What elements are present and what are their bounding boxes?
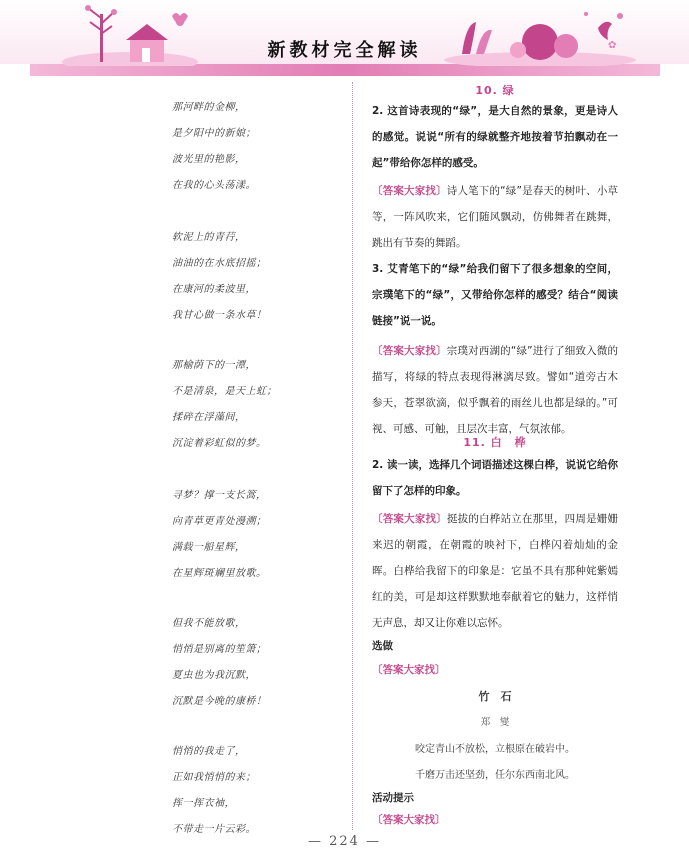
- poem-line: 软泥上的青荇，: [172, 232, 246, 243]
- page-number: — 224 —: [307, 834, 382, 849]
- poem-line: 向青草更青处漫溯；: [172, 516, 267, 527]
- answer-text: 挺拔的白桦站立在那里，四周是姗姗来迟的朝霞，在朝霞的映衬下，白桦闪着灿灿的金晖。白桦给我留下的印象是：它虽不具有那种姹紫嫣红的美，可是却这样默默地奉献着它的魅力，这样悄无声息，却又让你难以忘怀。: [372, 513, 618, 629]
- poem-line: 寻梦？撑一支长篙，: [172, 490, 267, 501]
- answer-10-3: [372, 338, 618, 442]
- poem-line: 咬定青山不放松，立根原在破岩中。: [415, 744, 575, 755]
- answer-tag: 〔答案大家找〕: [372, 185, 447, 197]
- poem-title: 竹 石: [478, 690, 512, 703]
- answer-tag: 〔答案大家找〕: [372, 345, 447, 357]
- poem-line: 千磨万击还坚劲，任尔东西南北风。: [415, 770, 575, 781]
- answer-10-2: [372, 178, 618, 256]
- answer-text: 宗璞对西湖的“绿”进行了细致入微的描写，将绿的特点表现得淋漓尽致。譬如“道旁古木参天，苍翠欲滴，似乎飘着的雨丝儿也都是绿的。”可视、可感、可触，且层次丰富，气氛浓郁。: [372, 345, 618, 435]
- poem-line: 悄悄的我走了，: [172, 746, 246, 757]
- answer-text: 诗人笔下的“绿”是春天的树叶、小草等，一阵风吹来，它们随风飘动，仿佛舞者在跳舞，跳出有节奏的舞蹈。: [372, 185, 618, 249]
- question-10-2: 2. 这首诗表现的“绿”，是大自然的景象，更是诗人的感觉。说说“所有的绿就整齐地按着节拍飘动在一起”带给你怎样的感受。: [372, 105, 618, 169]
- poem-line: 波光里的艳影，: [172, 154, 246, 165]
- answer-tag: 〔答案大家找〕: [372, 513, 447, 525]
- activity-label: 活动提示: [372, 792, 414, 804]
- poem-line: 沉淀着彩虹似的梦。: [172, 438, 267, 449]
- column-divider: [352, 82, 354, 830]
- poem-line: 那河畔的金柳，: [172, 102, 246, 113]
- poem-line: 正如我悄悄的来；: [172, 772, 256, 783]
- poem-line: 挥一挥衣袖，: [172, 798, 235, 809]
- question-10-3: 3. 艾青笔下的“绿”给我们留下了很多想象的空间，宗璞笔下的“绿”，又带给你怎样的感受？结合“阅读链接”说一说。: [372, 263, 618, 327]
- section-title-11: 11. 白 桦: [463, 436, 527, 449]
- section-title-10: 10. 绿: [475, 84, 515, 97]
- svg-text:✿: ✿: [608, 40, 617, 51]
- poem-author: 郑 燮: [480, 717, 510, 728]
- answer-11-2: [372, 506, 618, 636]
- answer-tag: 〔答案大家找〕: [372, 664, 446, 676]
- answer-tag: 〔答案大家找〕: [372, 814, 446, 826]
- question-11-2: 2. 读一读，选择几个词语描述这棵白桦，说说它给你留下了怎样的印象。: [372, 459, 618, 497]
- page-header: [0, 0, 689, 80]
- poem-line: 不是清泉，是天上虹；: [172, 386, 277, 397]
- book-title: 新教材完全解读: [267, 40, 422, 61]
- poem-line: 在我的心头荡漾。: [172, 180, 256, 191]
- poem-line: 我甘心做一条水草！: [172, 310, 267, 321]
- poem-line: 在星辉斑斓里放歌。: [172, 568, 267, 579]
- poem-line: 满载一船星辉，: [172, 542, 246, 553]
- poem-line: 油油的在水底招摇；: [172, 258, 267, 269]
- poem-line: 悄悄是别离的笙箫；: [172, 644, 267, 655]
- poem-line: 在康河的柔波里，: [172, 284, 256, 295]
- poem-line: 是夕阳中的新娘；: [172, 128, 256, 139]
- poem-line: 但我不能放歌，: [172, 618, 246, 629]
- poem-line: 揉碎在浮藻间，: [172, 412, 246, 423]
- optional-label: 选做: [372, 640, 393, 652]
- poem-line: 夏虫也为我沉默，: [172, 670, 256, 681]
- poem-line: 沉默是今晚的康桥！: [172, 696, 267, 707]
- poem-line: 不带走一片云彩。: [172, 824, 256, 835]
- poem-line: 那榆荫下的一潭，: [172, 360, 256, 371]
